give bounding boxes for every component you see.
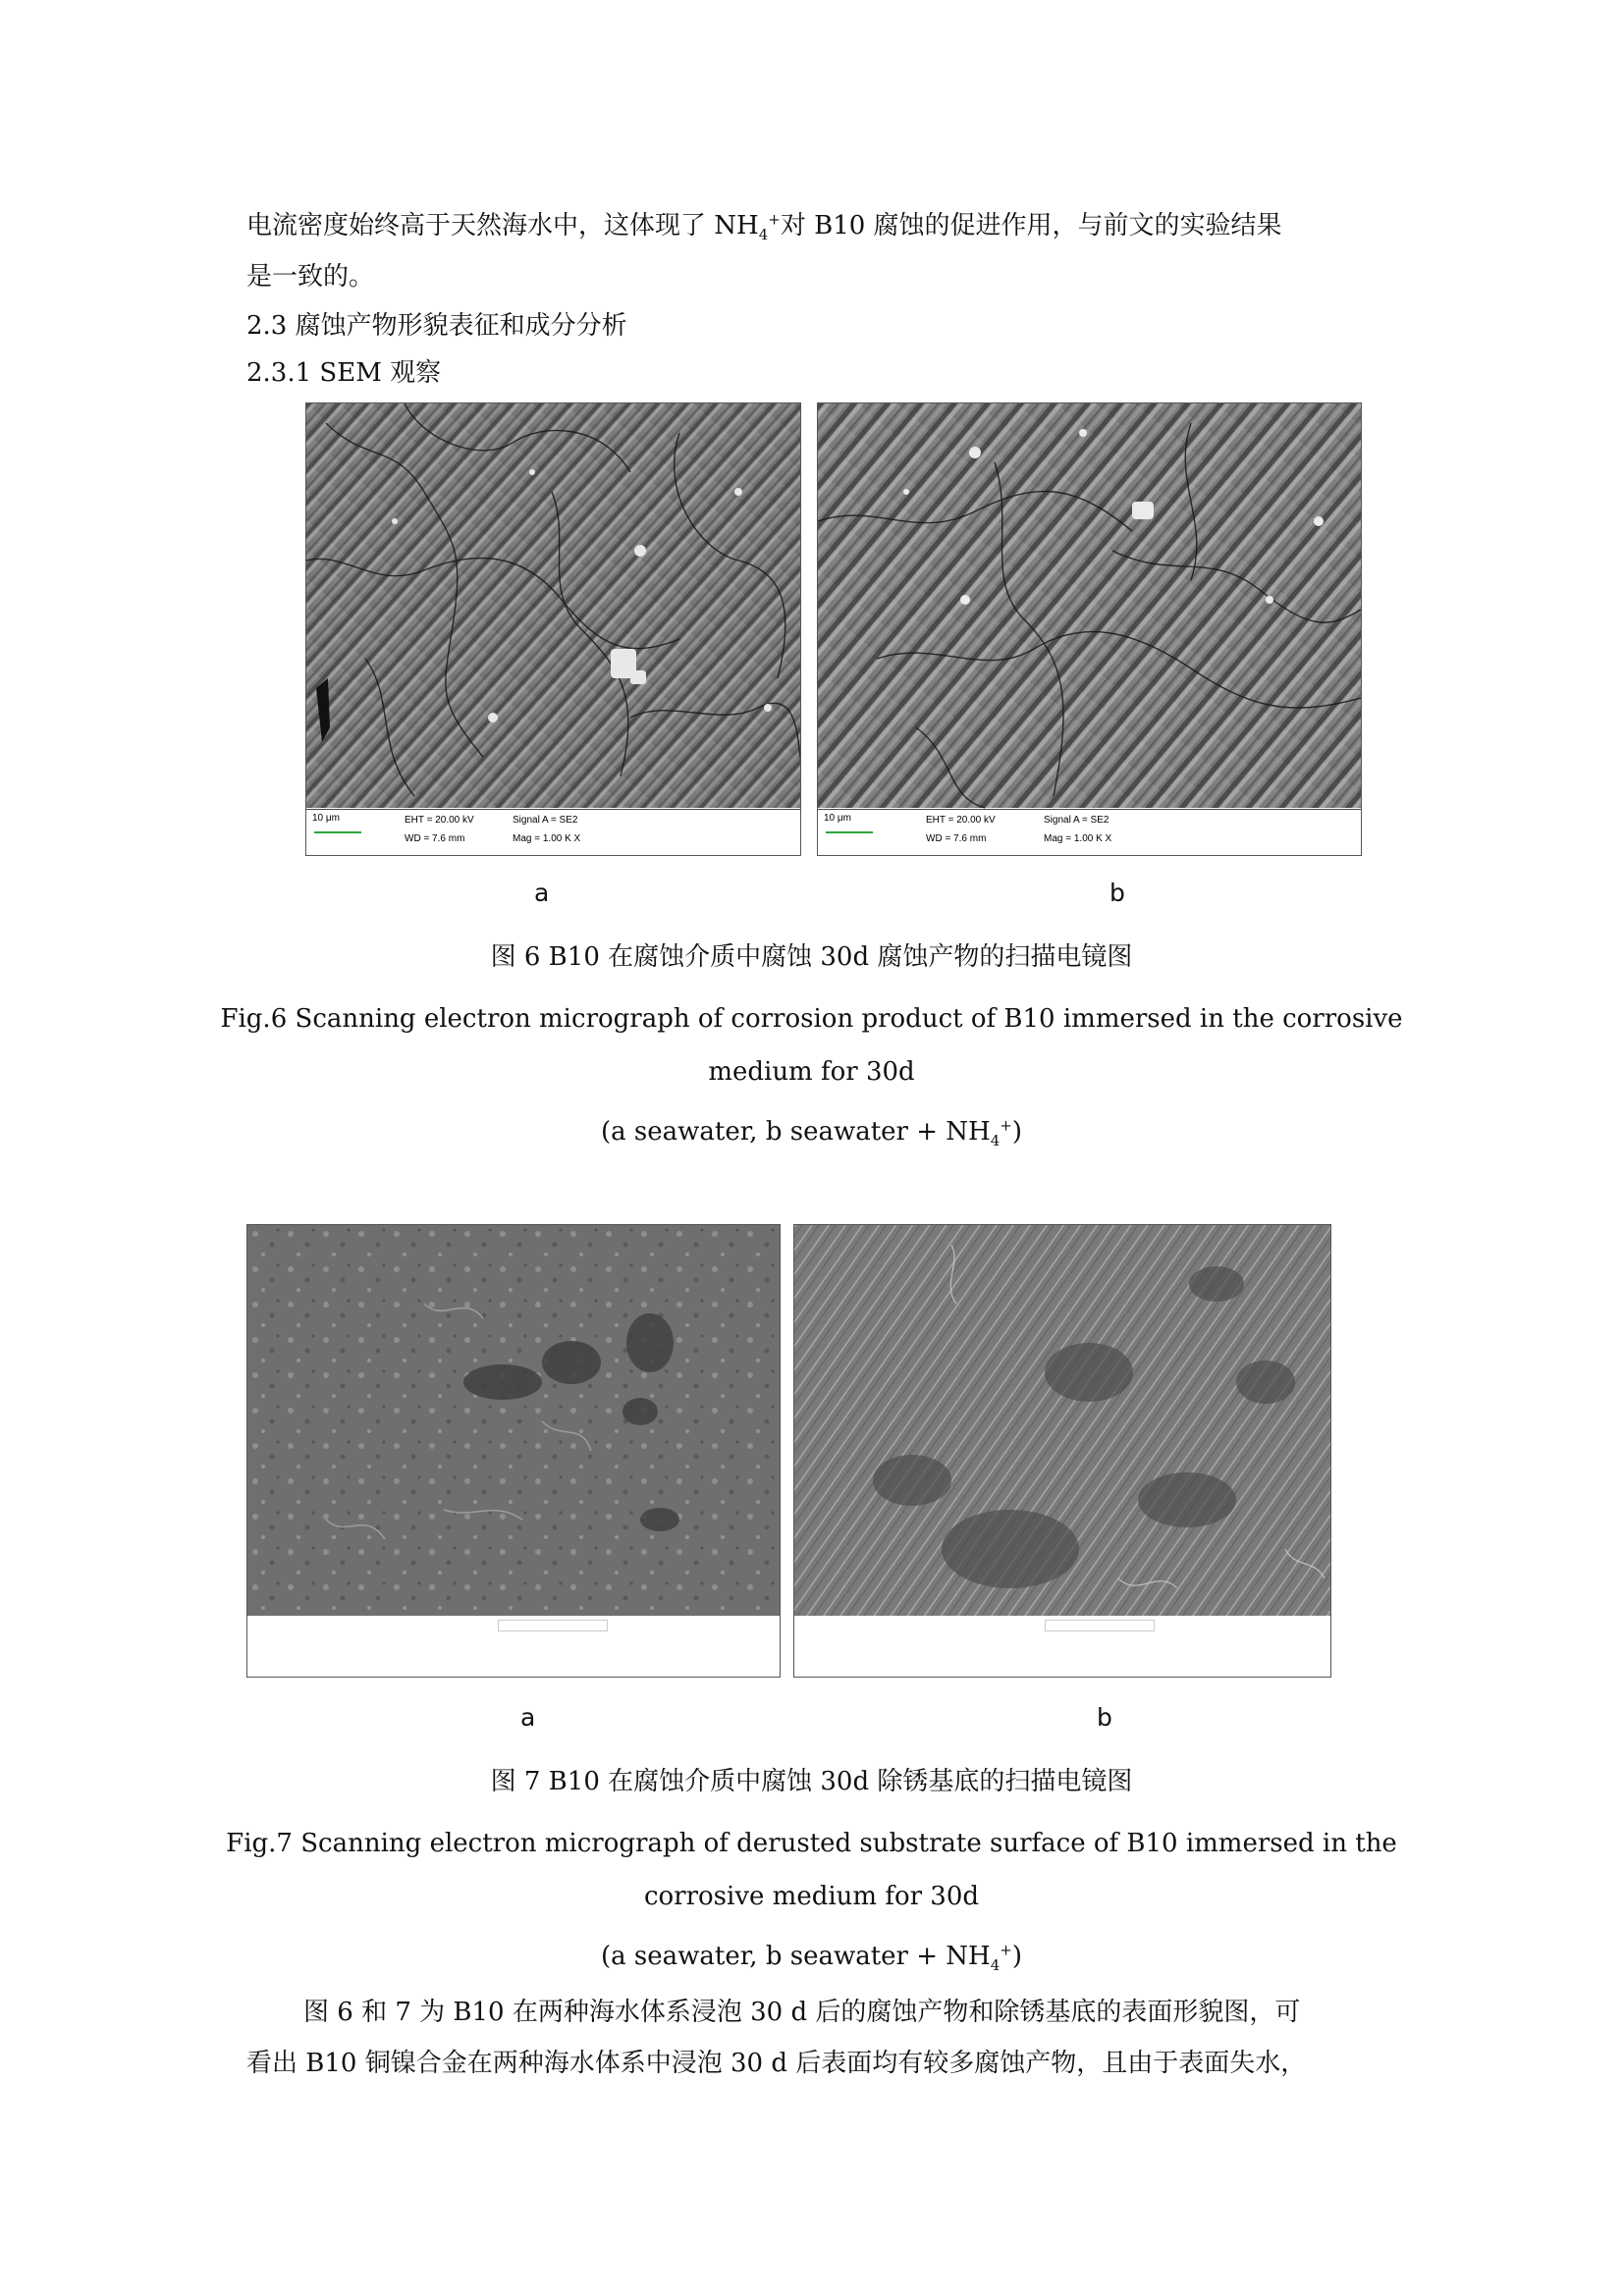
fig6-caption-en-3 (0, 1112, 1623, 1151)
fig7-a-brand: VEGA3 TESCAN (679, 1619, 764, 1630)
fig7-a-det: Det: SE (321, 1659, 360, 1671)
fig7-b-brand: VEGA3 TESCAN (1230, 1619, 1315, 1630)
fig7-caption-superscript: + (1000, 1941, 1012, 1959)
fig7-b-scale: 50 μm (1045, 1639, 1076, 1651)
intro-line-1-part-b: 对 B10 腐蚀的促进作用，与前文的实验结果 (780, 211, 1282, 240)
fig7-sublabel-b: b (1097, 1703, 1112, 1732)
closing-line-1: 图 6 和 7 为 B10 在两种海水体系浸泡 30 d 后的腐蚀产物和除锈基底的表面形貌图，可 (303, 1998, 1301, 2027)
fig7-a-sem-hv: SEM HV: 20.0 kV (255, 1619, 341, 1630)
fig7-caption-en-3-part-b: ) (1011, 1942, 1022, 1971)
fig6-caption-subscript: 4 (990, 1132, 1001, 1150)
fig6-b-wd: WD = 7.6 mm (926, 833, 987, 844)
fig7-caption-en-1: Fig.7 Scanning electron micrograph of derusted substrate surface of B10 immersed in the (226, 1829, 1397, 1858)
fig6-a-eht: EHT = 20.00 kV (405, 815, 474, 826)
fig7-caption-subscript: 4 (990, 1956, 1001, 1975)
fig6-a-mag: Mag = 1.00 K X (513, 833, 581, 844)
fig6-b-scale-bar (826, 831, 873, 833)
section-heading-2-3-1: 2.3.1 SEM 观察 (246, 358, 442, 388)
fig6-b-info-bar (818, 809, 1361, 855)
fig6-sublabel-a: a (534, 879, 550, 907)
fig6-panel-a-micrograph (305, 402, 801, 856)
fig7-b-scale-ruler (1045, 1620, 1155, 1631)
fig7-b-sem-image (794, 1225, 1330, 1677)
fig6-b-eht: EHT = 20.00 kV (926, 815, 996, 826)
fig6-a-scale-bar (314, 831, 361, 833)
fig7-b-date: Date(m/d/y): 09/11/18 (932, 1659, 1039, 1671)
fig6-b-sem-image (818, 403, 1361, 855)
fig7-b-lab: QDSM (1260, 1659, 1292, 1671)
fig6-caption-en-1: Fig.6 Scanning electron micrograph of corrosion product of B10 immersed in the corrosive (220, 1004, 1403, 1034)
fig6-caption-en-3-part-a: (a seawater, b seawater + NH (600, 1117, 991, 1147)
fig6-b-scale-label: 10 μm (824, 813, 851, 824)
intro-line-1-part-a: 电流密度始终高于天然海水中，这体现了 NH (246, 211, 759, 240)
fig7-a-info-bar (247, 1616, 780, 1677)
fig6-a-signal: Signal A = SE2 (513, 815, 578, 826)
fig7-panel-b-micrograph (793, 1224, 1331, 1678)
fig6-a-scale-label: 10 μm (312, 813, 340, 824)
fig6-a-info-bar (306, 809, 800, 855)
fig7-b-wd: WD: 15.68 mm (932, 1619, 1006, 1630)
fig7-caption-en-3-part-a: (a seawater, b seawater + NH (600, 1942, 991, 1971)
fig6-caption-cn: 图 6 B10 在腐蚀介质中腐蚀 30d 腐蚀产物的扫描电镜图 (490, 942, 1133, 972)
intro-line-2: 是一致的。 (246, 262, 375, 292)
fig7-a-lab: QDSM (709, 1659, 741, 1671)
fig7-a-wd: WD: 15.86 mm (385, 1619, 460, 1630)
fig7-b-sem-hv: SEM HV: 20.0 kV (802, 1619, 888, 1630)
fig7-a-date: Date(m/d/y): 09/11/18 (385, 1659, 492, 1671)
fig6-sublabel-b: b (1109, 879, 1125, 907)
fig7-a-scale: 50 μm (498, 1639, 529, 1651)
fig7-b-det: Det: SE (868, 1659, 907, 1671)
fig6-caption-en-2: medium for 30d (708, 1057, 915, 1087)
fig6-caption-superscript: + (1000, 1116, 1012, 1135)
intro-subscript: 4 (758, 226, 769, 244)
fig7-a-sem-mag: SEM MAG: 1.00 kx (385, 1639, 479, 1651)
fig7-a-sem-image (247, 1225, 780, 1677)
fig7-caption-en-3 (0, 1937, 1623, 1976)
closing-line-2: 看出 B10 铜镍合金在两种海水体系中浸泡 30 d 后表面均有较多腐蚀产物，且由于表面失水， (246, 2049, 1307, 2078)
fig7-caption-en-2: corrosive medium for 30d (643, 1882, 980, 1911)
fig6-a-wd: WD = 7.6 mm (405, 833, 465, 844)
fig7-panel-a-micrograph (246, 1224, 781, 1678)
fig6-panel-b-micrograph (817, 402, 1362, 856)
fig7-sublabel-a: a (520, 1703, 536, 1732)
fig7-b-info-bar (794, 1616, 1330, 1677)
fig6-b-mag: Mag = 1.00 K X (1044, 833, 1112, 844)
fig7-caption-cn: 图 7 B10 在腐蚀介质中腐蚀 30d 除锈基底的扫描电镜图 (490, 1767, 1133, 1796)
fig7-b-view-field: View field: 276 μm (802, 1639, 896, 1651)
intro-superscript: + (768, 210, 781, 229)
section-heading-2-3: 2.3 腐蚀产物形貌表征和成分分析 (246, 311, 627, 341)
fig6-caption-en-3-part-b: ) (1011, 1117, 1022, 1147)
fig7-b-sem-mag: SEM MAG: 1.00 kx (932, 1639, 1026, 1651)
fig7-a-view-field: View field: 276 μm (255, 1639, 350, 1651)
fig6-a-sem-image (306, 403, 800, 855)
fig6-b-signal: Signal A = SE2 (1044, 815, 1109, 826)
intro-line-1 (246, 206, 1282, 245)
fig7-a-scale-ruler (498, 1620, 608, 1631)
